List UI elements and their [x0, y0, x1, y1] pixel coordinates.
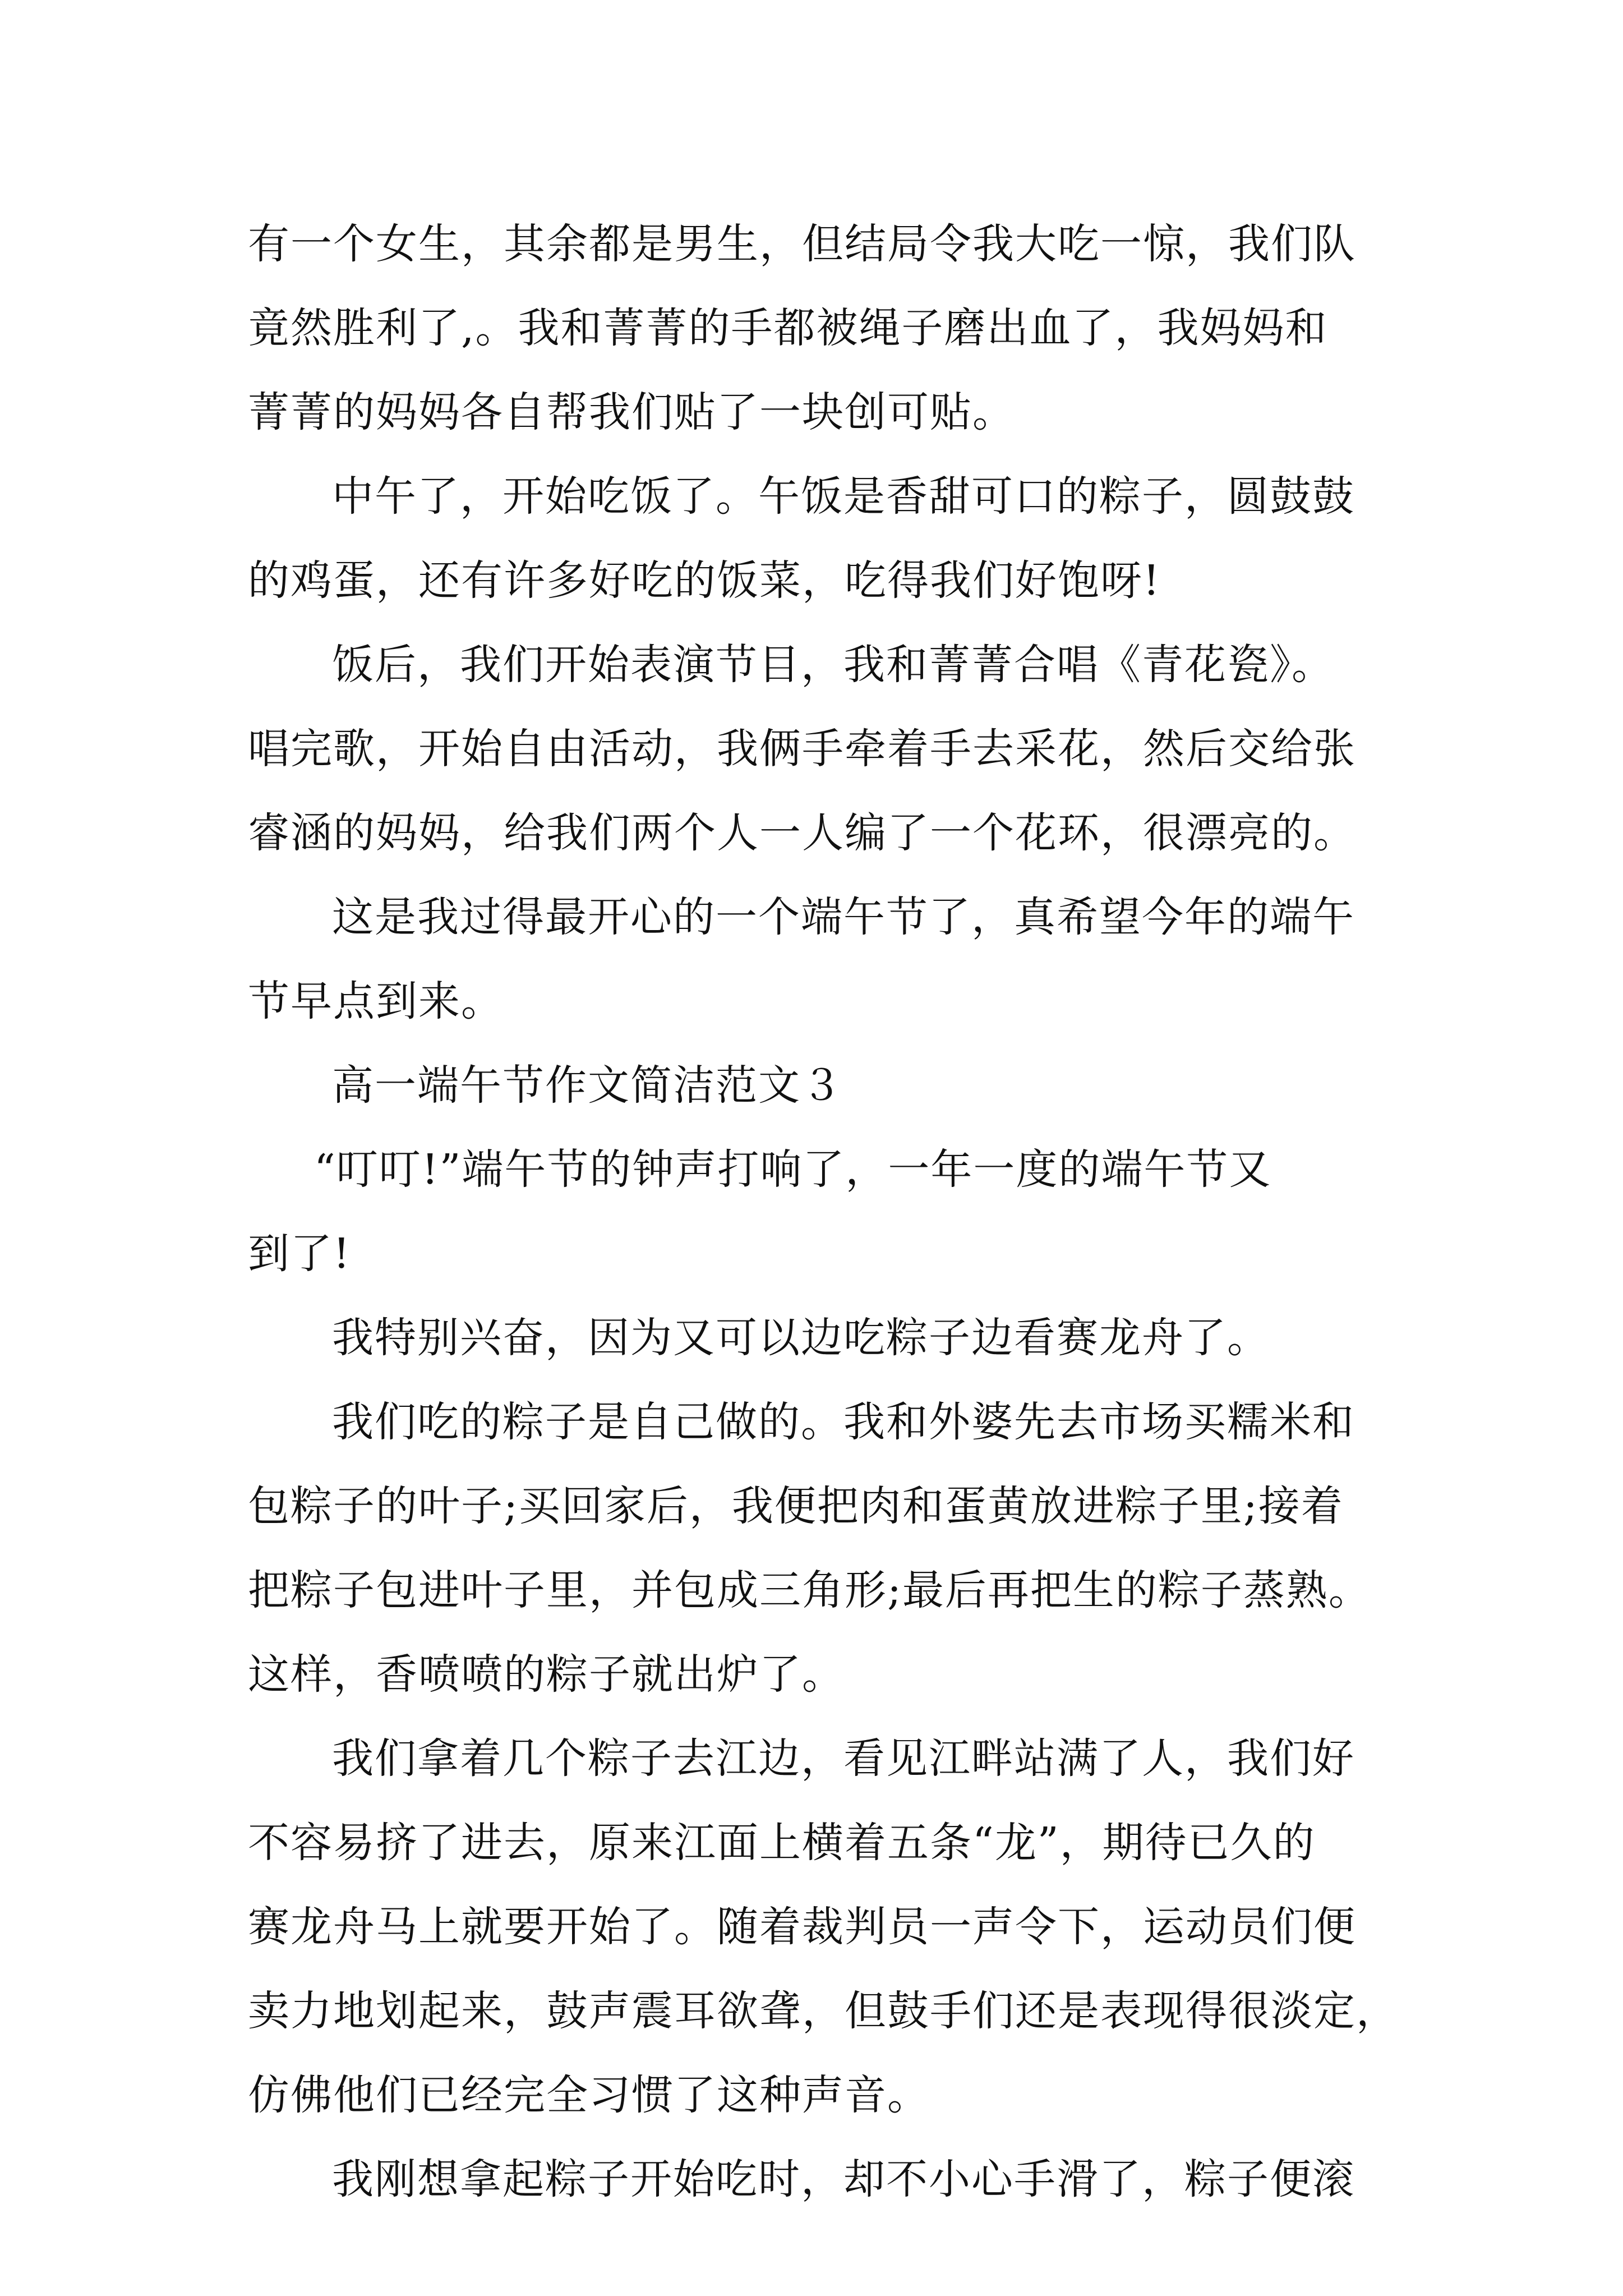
- text-line: 这是我过得最开心的一个端午节了，真希望今年的端午: [332, 893, 1355, 941]
- text-line: 饭后，我们开始表演节目，我和菁菁合唱《青花瓷》。: [332, 641, 1334, 689]
- text-line: 把粽子包进叶子里，并包成三角形;最后再把生的粽子蒸熟。: [248, 1566, 1371, 1614]
- text-line: 这样，香喷喷的粽子就出炉了。: [248, 1650, 845, 1699]
- text-line: 到了!: [248, 1230, 351, 1278]
- text-line: 睿涵的妈妈，给我们两个人一人编了一个花环，很漂亮的。: [248, 809, 1356, 857]
- text-line: 菁菁的妈妈各自帮我们贴了一块创可贴。: [248, 388, 1015, 436]
- text-line: 我们拿着几个粽子去江边，看见江畔站满了人，我们好: [332, 1734, 1355, 1783]
- text-line: 不容易挤了进去，原来江面上横着五条“龙”，期待已久的: [248, 1819, 1316, 1867]
- text-line: 有一个女生，其余都是男生，但结局令我大吃一惊，我们队: [248, 220, 1356, 268]
- text-line: 包粽子的叶子;买回家后，我便把肉和蛋黄放进粽子里;接着: [248, 1482, 1344, 1530]
- text-line: 的鸡蛋，还有许多好吃的饭菜，吃得我们好饱呀!: [248, 556, 1161, 605]
- text-line: 卖力地划起来，鼓声震耳欲聋，但鼓手们还是表现得很淡定，: [248, 1987, 1399, 2035]
- section-heading: 高一端午节作文简洁范文３: [332, 1061, 843, 1110]
- text-line: 节早点到来。: [248, 977, 504, 1025]
- text-line: 我特别兴奋，因为又可以边吃粽子边看赛龙舟了。: [332, 1314, 1270, 1362]
- text-line: 我刚想拿起粽子开始吃时，却不小心手滑了，粽子便滚: [332, 2155, 1355, 2203]
- text-line: “叮叮!”端午节的钟声打响了，一年一度的端午节又: [314, 1145, 1272, 1194]
- text-line: 中午了，开始吃饭了。午饭是香甜可口的粽子，圆鼓鼓: [332, 472, 1355, 521]
- text-line: 我们吃的粽子是自己做的。我和外婆先去市场买糯米和: [332, 1398, 1355, 1446]
- text-line: 竟然胜利了,。我和菁菁的手都被绳子磨出血了，我妈妈和: [248, 304, 1328, 352]
- text-line: 赛龙舟马上就要开始了。随着裁判员一声令下，运动员们便: [248, 1903, 1356, 1951]
- text-line: 唱完歌，开始自由活动，我俩手牵着手去采花，然后交给张: [248, 725, 1356, 773]
- text-line: 仿佛他们已经完全习惯了这种声音。: [248, 2071, 930, 2119]
